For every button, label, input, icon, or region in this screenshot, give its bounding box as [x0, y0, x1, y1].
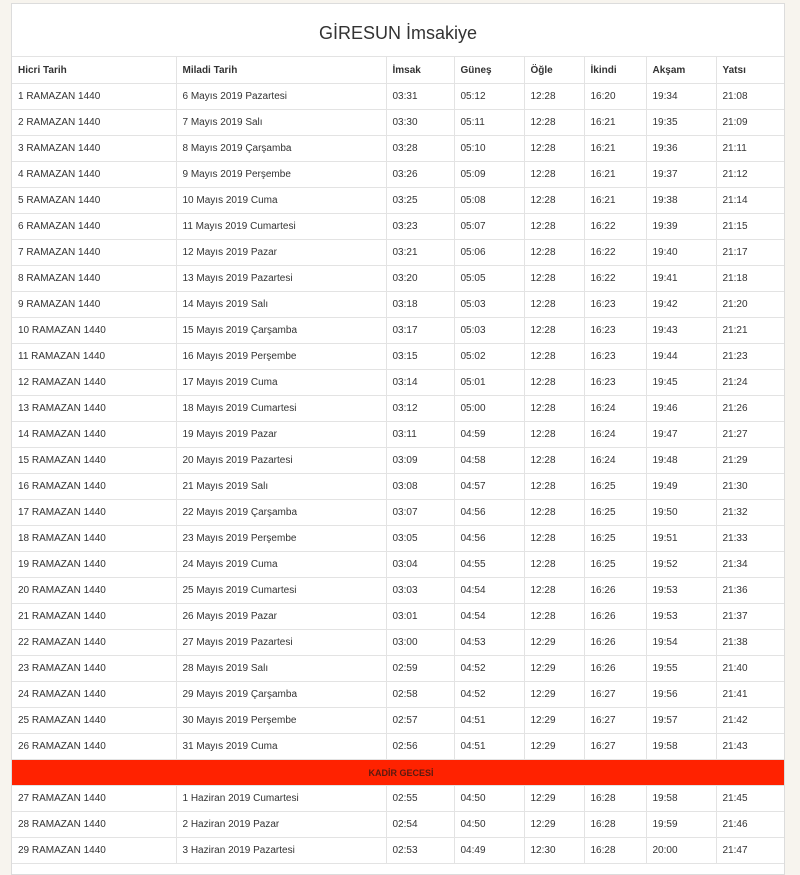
gunes-cell: 05:11 — [454, 110, 524, 136]
gunes-cell: 04:51 — [454, 708, 524, 734]
imsak-cell: 03:09 — [386, 448, 454, 474]
ogle-cell: 12:28 — [524, 526, 584, 552]
ikindi-cell: 16:21 — [584, 188, 646, 214]
aksam-cell: 19:43 — [646, 318, 716, 344]
gunes-cell: 04:51 — [454, 734, 524, 760]
aksam-cell: 19:37 — [646, 162, 716, 188]
miladi-date-cell: 3 Haziran 2019 Pazartesi — [176, 838, 386, 864]
yatsi-cell: 21:36 — [716, 578, 784, 604]
kadir-gecesi-label: KADİR GECESİ — [12, 760, 784, 786]
table-row — [12, 838, 784, 864]
table-row — [12, 552, 784, 578]
gunes-cell: 05:02 — [454, 344, 524, 370]
miladi-date-cell: 27 Mayıs 2019 Pazartesi — [176, 630, 386, 656]
table-row — [12, 84, 784, 110]
miladi-date-cell: 11 Mayıs 2019 Cumartesi — [176, 214, 386, 240]
col-header-yatsi: Yatsı — [716, 57, 784, 84]
table-row — [12, 344, 784, 370]
yatsi-cell: 21:09 — [716, 110, 784, 136]
hicri-date-cell: 15 RAMAZAN 1440 — [12, 448, 176, 474]
ogle-cell: 12:28 — [524, 84, 584, 110]
imsak-cell: 03:14 — [386, 370, 454, 396]
aksam-cell: 19:35 — [646, 110, 716, 136]
aksam-cell: 19:41 — [646, 266, 716, 292]
hicri-date-cell: 22 RAMAZAN 1440 — [12, 630, 176, 656]
ogle-cell: 12:29 — [524, 630, 584, 656]
ikindi-cell: 16:22 — [584, 214, 646, 240]
yatsi-cell: 21:41 — [716, 682, 784, 708]
miladi-date-cell: 22 Mayıs 2019 Çarşamba — [176, 500, 386, 526]
yatsi-cell: 21:38 — [716, 630, 784, 656]
gunes-cell: 05:03 — [454, 292, 524, 318]
table-row — [12, 604, 784, 630]
miladi-date-cell: 10 Mayıs 2019 Cuma — [176, 188, 386, 214]
imsak-cell: 02:53 — [386, 838, 454, 864]
gunes-cell: 04:49 — [454, 838, 524, 864]
hicri-date-cell: 16 RAMAZAN 1440 — [12, 474, 176, 500]
hicri-date-cell: 7 RAMAZAN 1440 — [12, 240, 176, 266]
gunes-cell: 04:54 — [454, 578, 524, 604]
hicri-date-cell: 21 RAMAZAN 1440 — [12, 604, 176, 630]
ogle-cell: 12:28 — [524, 604, 584, 630]
ikindi-cell: 16:23 — [584, 318, 646, 344]
miladi-date-cell: 12 Mayıs 2019 Pazar — [176, 240, 386, 266]
yatsi-cell: 21:27 — [716, 422, 784, 448]
hicri-date-cell: 26 RAMAZAN 1440 — [12, 734, 176, 760]
table-row — [12, 188, 784, 214]
imsak-cell: 02:56 — [386, 734, 454, 760]
miladi-date-cell: 30 Mayıs 2019 Perşembe — [176, 708, 386, 734]
miladi-date-cell: 6 Mayıs 2019 Pazartesi — [176, 84, 386, 110]
miladi-date-cell: 7 Mayıs 2019 Salı — [176, 110, 386, 136]
ikindi-cell: 16:23 — [584, 292, 646, 318]
ogle-cell: 12:28 — [524, 552, 584, 578]
yatsi-cell: 21:46 — [716, 812, 784, 838]
table-row — [12, 656, 784, 682]
ogle-cell: 12:28 — [524, 188, 584, 214]
gunes-cell: 05:12 — [454, 84, 524, 110]
ikindi-cell: 16:25 — [584, 552, 646, 578]
ikindi-cell: 16:26 — [584, 578, 646, 604]
table-row — [12, 526, 784, 552]
miladi-date-cell: 31 Mayıs 2019 Cuma — [176, 734, 386, 760]
imsak-cell: 02:58 — [386, 682, 454, 708]
ikindi-cell: 16:21 — [584, 110, 646, 136]
ogle-cell: 12:28 — [524, 344, 584, 370]
aksam-cell: 19:51 — [646, 526, 716, 552]
imsak-cell: 03:04 — [386, 552, 454, 578]
page-title: GİRESUN İmsakiye — [12, 4, 784, 57]
gunes-cell: 04:52 — [454, 656, 524, 682]
imsak-cell: 02:55 — [386, 786, 454, 812]
gunes-cell: 05:06 — [454, 240, 524, 266]
ogle-cell: 12:29 — [524, 682, 584, 708]
imsak-cell: 03:18 — [386, 292, 454, 318]
hicri-date-cell: 8 RAMAZAN 1440 — [12, 266, 176, 292]
col-header-ikindi: İkindi — [584, 57, 646, 84]
ogle-cell: 12:28 — [524, 110, 584, 136]
gunes-cell: 05:09 — [454, 162, 524, 188]
hicri-date-cell: 24 RAMAZAN 1440 — [12, 682, 176, 708]
table-row — [12, 682, 784, 708]
ogle-cell: 12:30 — [524, 838, 584, 864]
ogle-cell: 12:28 — [524, 240, 584, 266]
aksam-cell: 19:36 — [646, 136, 716, 162]
miladi-date-cell: 9 Mayıs 2019 Perşembe — [176, 162, 386, 188]
aksam-cell: 20:00 — [646, 838, 716, 864]
aksam-cell: 19:53 — [646, 604, 716, 630]
aksam-cell: 19:40 — [646, 240, 716, 266]
gunes-cell: 05:01 — [454, 370, 524, 396]
ikindi-cell: 16:22 — [584, 266, 646, 292]
aksam-cell: 19:53 — [646, 578, 716, 604]
hicri-date-cell: 11 RAMAZAN 1440 — [12, 344, 176, 370]
table-row — [12, 474, 784, 500]
table-row — [12, 448, 784, 474]
hicri-date-cell: 9 RAMAZAN 1440 — [12, 292, 176, 318]
yatsi-cell: 21:14 — [716, 188, 784, 214]
gunes-cell: 04:53 — [454, 630, 524, 656]
yatsi-cell: 21:12 — [716, 162, 784, 188]
table-row — [12, 786, 784, 812]
gunes-cell: 04:52 — [454, 682, 524, 708]
imsak-cell: 03:12 — [386, 396, 454, 422]
ikindi-cell: 16:21 — [584, 162, 646, 188]
aksam-cell: 19:44 — [646, 344, 716, 370]
col-header-hicri: Hicri Tarih — [12, 57, 176, 84]
imsakiye-panel — [11, 3, 785, 875]
hicri-date-cell: 23 RAMAZAN 1440 — [12, 656, 176, 682]
hicri-date-cell: 12 RAMAZAN 1440 — [12, 370, 176, 396]
miladi-date-cell: 21 Mayıs 2019 Salı — [176, 474, 386, 500]
hicri-date-cell: 19 RAMAZAN 1440 — [12, 552, 176, 578]
yatsi-cell: 21:34 — [716, 552, 784, 578]
ikindi-cell: 16:24 — [584, 396, 646, 422]
ikindi-cell: 16:26 — [584, 630, 646, 656]
table-row — [12, 318, 784, 344]
yatsi-cell: 21:43 — [716, 734, 784, 760]
miladi-date-cell: 20 Mayıs 2019 Pazartesi — [176, 448, 386, 474]
yatsi-cell: 21:18 — [716, 266, 784, 292]
miladi-date-cell: 2 Haziran 2019 Pazar — [176, 812, 386, 838]
gunes-cell: 04:56 — [454, 500, 524, 526]
table-row — [12, 162, 784, 188]
gunes-cell: 05:07 — [454, 214, 524, 240]
aksam-cell: 19:39 — [646, 214, 716, 240]
imsak-cell: 03:15 — [386, 344, 454, 370]
gunes-cell: 05:08 — [454, 188, 524, 214]
gunes-cell: 04:59 — [454, 422, 524, 448]
imsak-cell: 02:59 — [386, 656, 454, 682]
ikindi-cell: 16:24 — [584, 422, 646, 448]
table-row — [12, 110, 784, 136]
yatsi-cell: 21:32 — [716, 500, 784, 526]
aksam-cell: 19:50 — [646, 500, 716, 526]
hicri-date-cell: 27 RAMAZAN 1440 — [12, 786, 176, 812]
gunes-cell: 04:54 — [454, 604, 524, 630]
yatsi-cell: 21:33 — [716, 526, 784, 552]
hicri-date-cell: 3 RAMAZAN 1440 — [12, 136, 176, 162]
aksam-cell: 19:54 — [646, 630, 716, 656]
kadir-gecesi-row — [12, 760, 784, 786]
yatsi-cell: 21:45 — [716, 786, 784, 812]
aksam-cell: 19:34 — [646, 84, 716, 110]
aksam-cell: 19:42 — [646, 292, 716, 318]
yatsi-cell: 21:26 — [716, 396, 784, 422]
miladi-date-cell: 8 Mayıs 2019 Çarşamba — [176, 136, 386, 162]
ogle-cell: 12:28 — [524, 396, 584, 422]
table-row — [12, 500, 784, 526]
gunes-cell: 04:58 — [454, 448, 524, 474]
ikindi-cell: 16:20 — [584, 84, 646, 110]
ikindi-cell: 16:26 — [584, 656, 646, 682]
aksam-cell: 19:48 — [646, 448, 716, 474]
col-header-imsak: İmsak — [386, 57, 454, 84]
ogle-cell: 12:29 — [524, 786, 584, 812]
hicri-date-cell: 20 RAMAZAN 1440 — [12, 578, 176, 604]
col-header-miladi: Miladi Tarih — [176, 57, 386, 84]
table-row — [12, 812, 784, 838]
miladi-date-cell: 14 Mayıs 2019 Salı — [176, 292, 386, 318]
hicri-date-cell: 4 RAMAZAN 1440 — [12, 162, 176, 188]
ogle-cell: 12:28 — [524, 162, 584, 188]
imsak-cell: 03:03 — [386, 578, 454, 604]
miladi-date-cell: 29 Mayıs 2019 Çarşamba — [176, 682, 386, 708]
yatsi-cell: 21:37 — [716, 604, 784, 630]
aksam-cell: 19:59 — [646, 812, 716, 838]
ogle-cell: 12:28 — [524, 500, 584, 526]
miladi-date-cell: 23 Mayıs 2019 Perşembe — [176, 526, 386, 552]
imsak-cell: 03:07 — [386, 500, 454, 526]
table-row — [12, 578, 784, 604]
yatsi-cell: 21:47 — [716, 838, 784, 864]
miladi-date-cell: 13 Mayıs 2019 Pazartesi — [176, 266, 386, 292]
yatsi-cell: 21:29 — [716, 448, 784, 474]
aksam-cell: 19:45 — [646, 370, 716, 396]
ogle-cell: 12:29 — [524, 734, 584, 760]
hicri-date-cell: 6 RAMAZAN 1440 — [12, 214, 176, 240]
imsak-cell: 03:28 — [386, 136, 454, 162]
yatsi-cell: 21:11 — [716, 136, 784, 162]
imsak-cell: 03:17 — [386, 318, 454, 344]
ikindi-cell: 16:23 — [584, 344, 646, 370]
ogle-cell: 12:28 — [524, 370, 584, 396]
imsak-cell: 03:21 — [386, 240, 454, 266]
hicri-date-cell: 13 RAMAZAN 1440 — [12, 396, 176, 422]
miladi-date-cell: 1 Haziran 2019 Cumartesi — [176, 786, 386, 812]
gunes-cell: 04:50 — [454, 786, 524, 812]
table-row — [12, 370, 784, 396]
hicri-date-cell: 1 RAMAZAN 1440 — [12, 84, 176, 110]
ikindi-cell: 16:25 — [584, 526, 646, 552]
yatsi-cell: 21:08 — [716, 84, 784, 110]
gunes-cell: 04:55 — [454, 552, 524, 578]
imsak-cell: 03:11 — [386, 422, 454, 448]
aksam-cell: 19:47 — [646, 422, 716, 448]
ogle-cell: 12:28 — [524, 318, 584, 344]
ikindi-cell: 16:27 — [584, 682, 646, 708]
aksam-cell: 19:38 — [646, 188, 716, 214]
yatsi-cell: 21:42 — [716, 708, 784, 734]
hicri-date-cell: 5 RAMAZAN 1440 — [12, 188, 176, 214]
ikindi-cell: 16:27 — [584, 708, 646, 734]
ikindi-cell: 16:26 — [584, 604, 646, 630]
table-row — [12, 240, 784, 266]
hicri-date-cell: 2 RAMAZAN 1440 — [12, 110, 176, 136]
imsak-cell: 02:57 — [386, 708, 454, 734]
ikindi-cell: 16:24 — [584, 448, 646, 474]
ogle-cell: 12:28 — [524, 474, 584, 500]
yatsi-cell: 21:17 — [716, 240, 784, 266]
prayer-times-table — [12, 57, 784, 864]
yatsi-cell: 21:30 — [716, 474, 784, 500]
yatsi-cell: 21:21 — [716, 318, 784, 344]
table-row — [12, 734, 784, 760]
table-row — [12, 422, 784, 448]
hicri-date-cell: 10 RAMAZAN 1440 — [12, 318, 176, 344]
imsak-cell: 03:01 — [386, 604, 454, 630]
col-header-gunes: Güneş — [454, 57, 524, 84]
miladi-date-cell: 24 Mayıs 2019 Cuma — [176, 552, 386, 578]
aksam-cell: 19:58 — [646, 734, 716, 760]
aksam-cell: 19:49 — [646, 474, 716, 500]
imsak-cell: 03:26 — [386, 162, 454, 188]
miladi-date-cell: 25 Mayıs 2019 Cumartesi — [176, 578, 386, 604]
imsak-cell: 03:20 — [386, 266, 454, 292]
hicri-date-cell: 18 RAMAZAN 1440 — [12, 526, 176, 552]
gunes-cell: 04:50 — [454, 812, 524, 838]
miladi-date-cell: 19 Mayıs 2019 Pazar — [176, 422, 386, 448]
ikindi-cell: 16:28 — [584, 786, 646, 812]
aksam-cell: 19:57 — [646, 708, 716, 734]
ikindi-cell: 16:27 — [584, 734, 646, 760]
imsak-cell: 03:08 — [386, 474, 454, 500]
ogle-cell: 12:28 — [524, 448, 584, 474]
ikindi-cell: 16:28 — [584, 838, 646, 864]
imsak-cell: 03:23 — [386, 214, 454, 240]
hicri-date-cell: 28 RAMAZAN 1440 — [12, 812, 176, 838]
table-row — [12, 214, 784, 240]
miladi-date-cell: 17 Mayıs 2019 Cuma — [176, 370, 386, 396]
gunes-cell: 04:57 — [454, 474, 524, 500]
aksam-cell: 19:56 — [646, 682, 716, 708]
ikindi-cell: 16:22 — [584, 240, 646, 266]
gunes-cell: 04:56 — [454, 526, 524, 552]
aksam-cell: 19:55 — [646, 656, 716, 682]
table-row — [12, 136, 784, 162]
ogle-cell: 12:29 — [524, 708, 584, 734]
table-row — [12, 630, 784, 656]
yatsi-cell: 21:40 — [716, 656, 784, 682]
table-row — [12, 266, 784, 292]
ogle-cell: 12:28 — [524, 266, 584, 292]
miladi-date-cell: 28 Mayıs 2019 Salı — [176, 656, 386, 682]
yatsi-cell: 21:23 — [716, 344, 784, 370]
hicri-date-cell: 17 RAMAZAN 1440 — [12, 500, 176, 526]
gunes-cell: 05:03 — [454, 318, 524, 344]
imsak-cell: 03:31 — [386, 84, 454, 110]
aksam-cell: 19:58 — [646, 786, 716, 812]
ogle-cell: 12:29 — [524, 812, 584, 838]
ikindi-cell: 16:28 — [584, 812, 646, 838]
imsak-cell: 03:05 — [386, 526, 454, 552]
col-header-ogle: Öğle — [524, 57, 584, 84]
gunes-cell: 05:00 — [454, 396, 524, 422]
ogle-cell: 12:28 — [524, 136, 584, 162]
ogle-cell: 12:28 — [524, 292, 584, 318]
ogle-cell: 12:28 — [524, 578, 584, 604]
miladi-date-cell: 26 Mayıs 2019 Pazar — [176, 604, 386, 630]
yatsi-cell: 21:20 — [716, 292, 784, 318]
hicri-date-cell: 14 RAMAZAN 1440 — [12, 422, 176, 448]
table-row — [12, 396, 784, 422]
ogle-cell: 12:29 — [524, 656, 584, 682]
table-row — [12, 292, 784, 318]
ikindi-cell: 16:21 — [584, 136, 646, 162]
aksam-cell: 19:52 — [646, 552, 716, 578]
miladi-date-cell: 16 Mayıs 2019 Perşembe — [176, 344, 386, 370]
gunes-cell: 05:05 — [454, 266, 524, 292]
ogle-cell: 12:28 — [524, 422, 584, 448]
imsak-cell: 03:00 — [386, 630, 454, 656]
table-row — [12, 708, 784, 734]
yatsi-cell: 21:24 — [716, 370, 784, 396]
hicri-date-cell: 29 RAMAZAN 1440 — [12, 838, 176, 864]
ikindi-cell: 16:25 — [584, 474, 646, 500]
gunes-cell: 05:10 — [454, 136, 524, 162]
aksam-cell: 19:46 — [646, 396, 716, 422]
imsak-cell: 02:54 — [386, 812, 454, 838]
imsak-cell: 03:30 — [386, 110, 454, 136]
ikindi-cell: 16:23 — [584, 370, 646, 396]
col-header-aksam: Akşam — [646, 57, 716, 84]
miladi-date-cell: 15 Mayıs 2019 Çarşamba — [176, 318, 386, 344]
ikindi-cell: 16:25 — [584, 500, 646, 526]
miladi-date-cell: 18 Mayıs 2019 Cumartesi — [176, 396, 386, 422]
hicri-date-cell: 25 RAMAZAN 1440 — [12, 708, 176, 734]
imsak-cell: 03:25 — [386, 188, 454, 214]
yatsi-cell: 21:15 — [716, 214, 784, 240]
ogle-cell: 12:28 — [524, 214, 584, 240]
table-header-row — [12, 57, 784, 84]
